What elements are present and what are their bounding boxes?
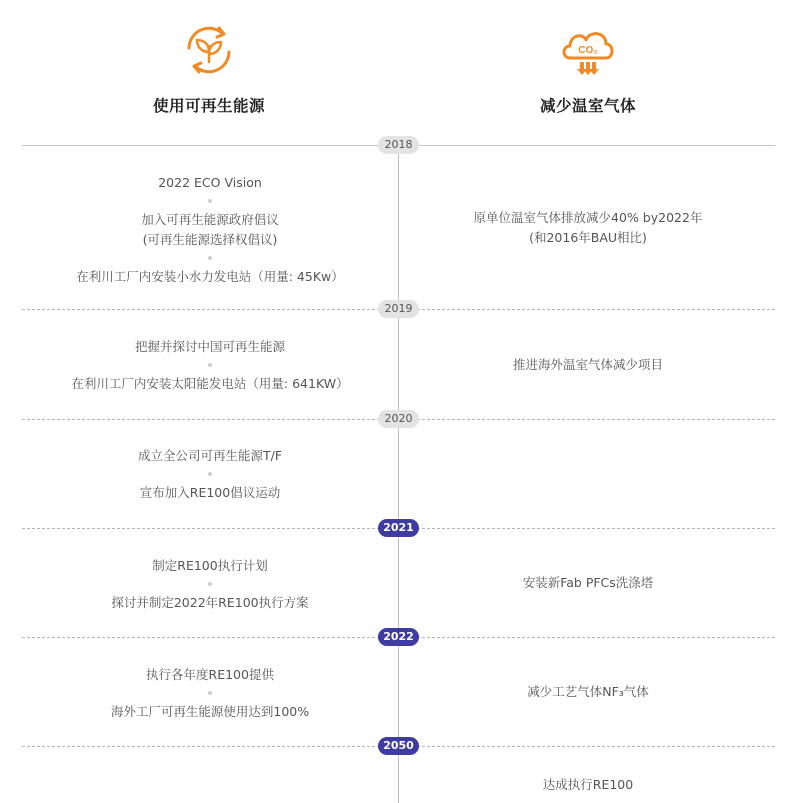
list-item: 在利川工厂内安装小水力发电站（用量: 45Kw） bbox=[76, 269, 344, 284]
bullet-dot bbox=[208, 199, 212, 203]
year-badge-2050: 2050 bbox=[378, 737, 419, 755]
ghg-entries-2022 bbox=[408, 682, 768, 702]
renewable-entries-2022 bbox=[30, 665, 390, 722]
bullet-dot bbox=[208, 256, 212, 260]
list-item: 减少工艺气体NF₃气体 bbox=[527, 684, 649, 699]
bullet-dot bbox=[208, 472, 212, 476]
column-title-right: 减少温室气体 bbox=[539, 97, 636, 115]
year-badge-2019: 2019 bbox=[378, 300, 419, 318]
list-item: 探讨并制定2022年RE100执行方案 bbox=[111, 595, 309, 610]
list-item: 推进海外温室气体减少项目 bbox=[512, 357, 663, 372]
column-title-left: 使用可再生能源 bbox=[152, 97, 265, 115]
list-item: 在利川工厂内安装太阳能发电站（用量: 641KW） bbox=[71, 376, 349, 391]
year-badge-2020: 2020 bbox=[378, 410, 419, 428]
list-item: 宣布加入RE100倡议运动 bbox=[139, 485, 281, 500]
ghg-entries-2021 bbox=[408, 573, 768, 593]
bullet-dot bbox=[208, 582, 212, 586]
list-item: 制定RE100执行计划 bbox=[152, 558, 268, 573]
co2-label: CO₂ bbox=[578, 45, 598, 56]
list-item: 2022 ECO Vision bbox=[158, 175, 262, 190]
bullet-dot bbox=[208, 691, 212, 695]
list-item: 执行各年度RE100提供 bbox=[146, 667, 274, 682]
list-item: 达成执行RE100 bbox=[542, 777, 634, 792]
renewable-entries-2019 bbox=[30, 337, 390, 394]
list-item: 加入可再生能源政府倡议 (可再生能源选择权倡议) bbox=[141, 212, 279, 247]
timeline-axis bbox=[398, 145, 399, 803]
ghg-entries-2019 bbox=[408, 355, 768, 375]
year-badge-2018: 2018 bbox=[378, 136, 419, 154]
year-badge-2021: 2021 bbox=[378, 519, 419, 537]
list-item: 安装新Fab PFCs洗涤塔 bbox=[522, 575, 654, 590]
year-badge-2022: 2022 bbox=[378, 628, 419, 646]
renewable-entries-2021 bbox=[30, 556, 390, 613]
renewable-entries-2018 bbox=[30, 173, 390, 287]
list-item: 把握并探讨中国可再生能源 bbox=[134, 339, 285, 354]
renewable-entries-2020 bbox=[30, 446, 390, 503]
list-item: (和2016年BAU相比) bbox=[529, 230, 647, 245]
bullet-dot bbox=[208, 363, 212, 367]
list-item: 成立全公司可再生能源T/F bbox=[137, 448, 283, 463]
ghg-entries-2050 bbox=[408, 775, 768, 795]
list-item: 海外工厂可再生能源使用达到100% bbox=[110, 704, 310, 719]
list-item: 原单位温室气体排放减少40% by2022年 bbox=[473, 210, 703, 225]
ghg-entries-2018 bbox=[408, 208, 768, 248]
